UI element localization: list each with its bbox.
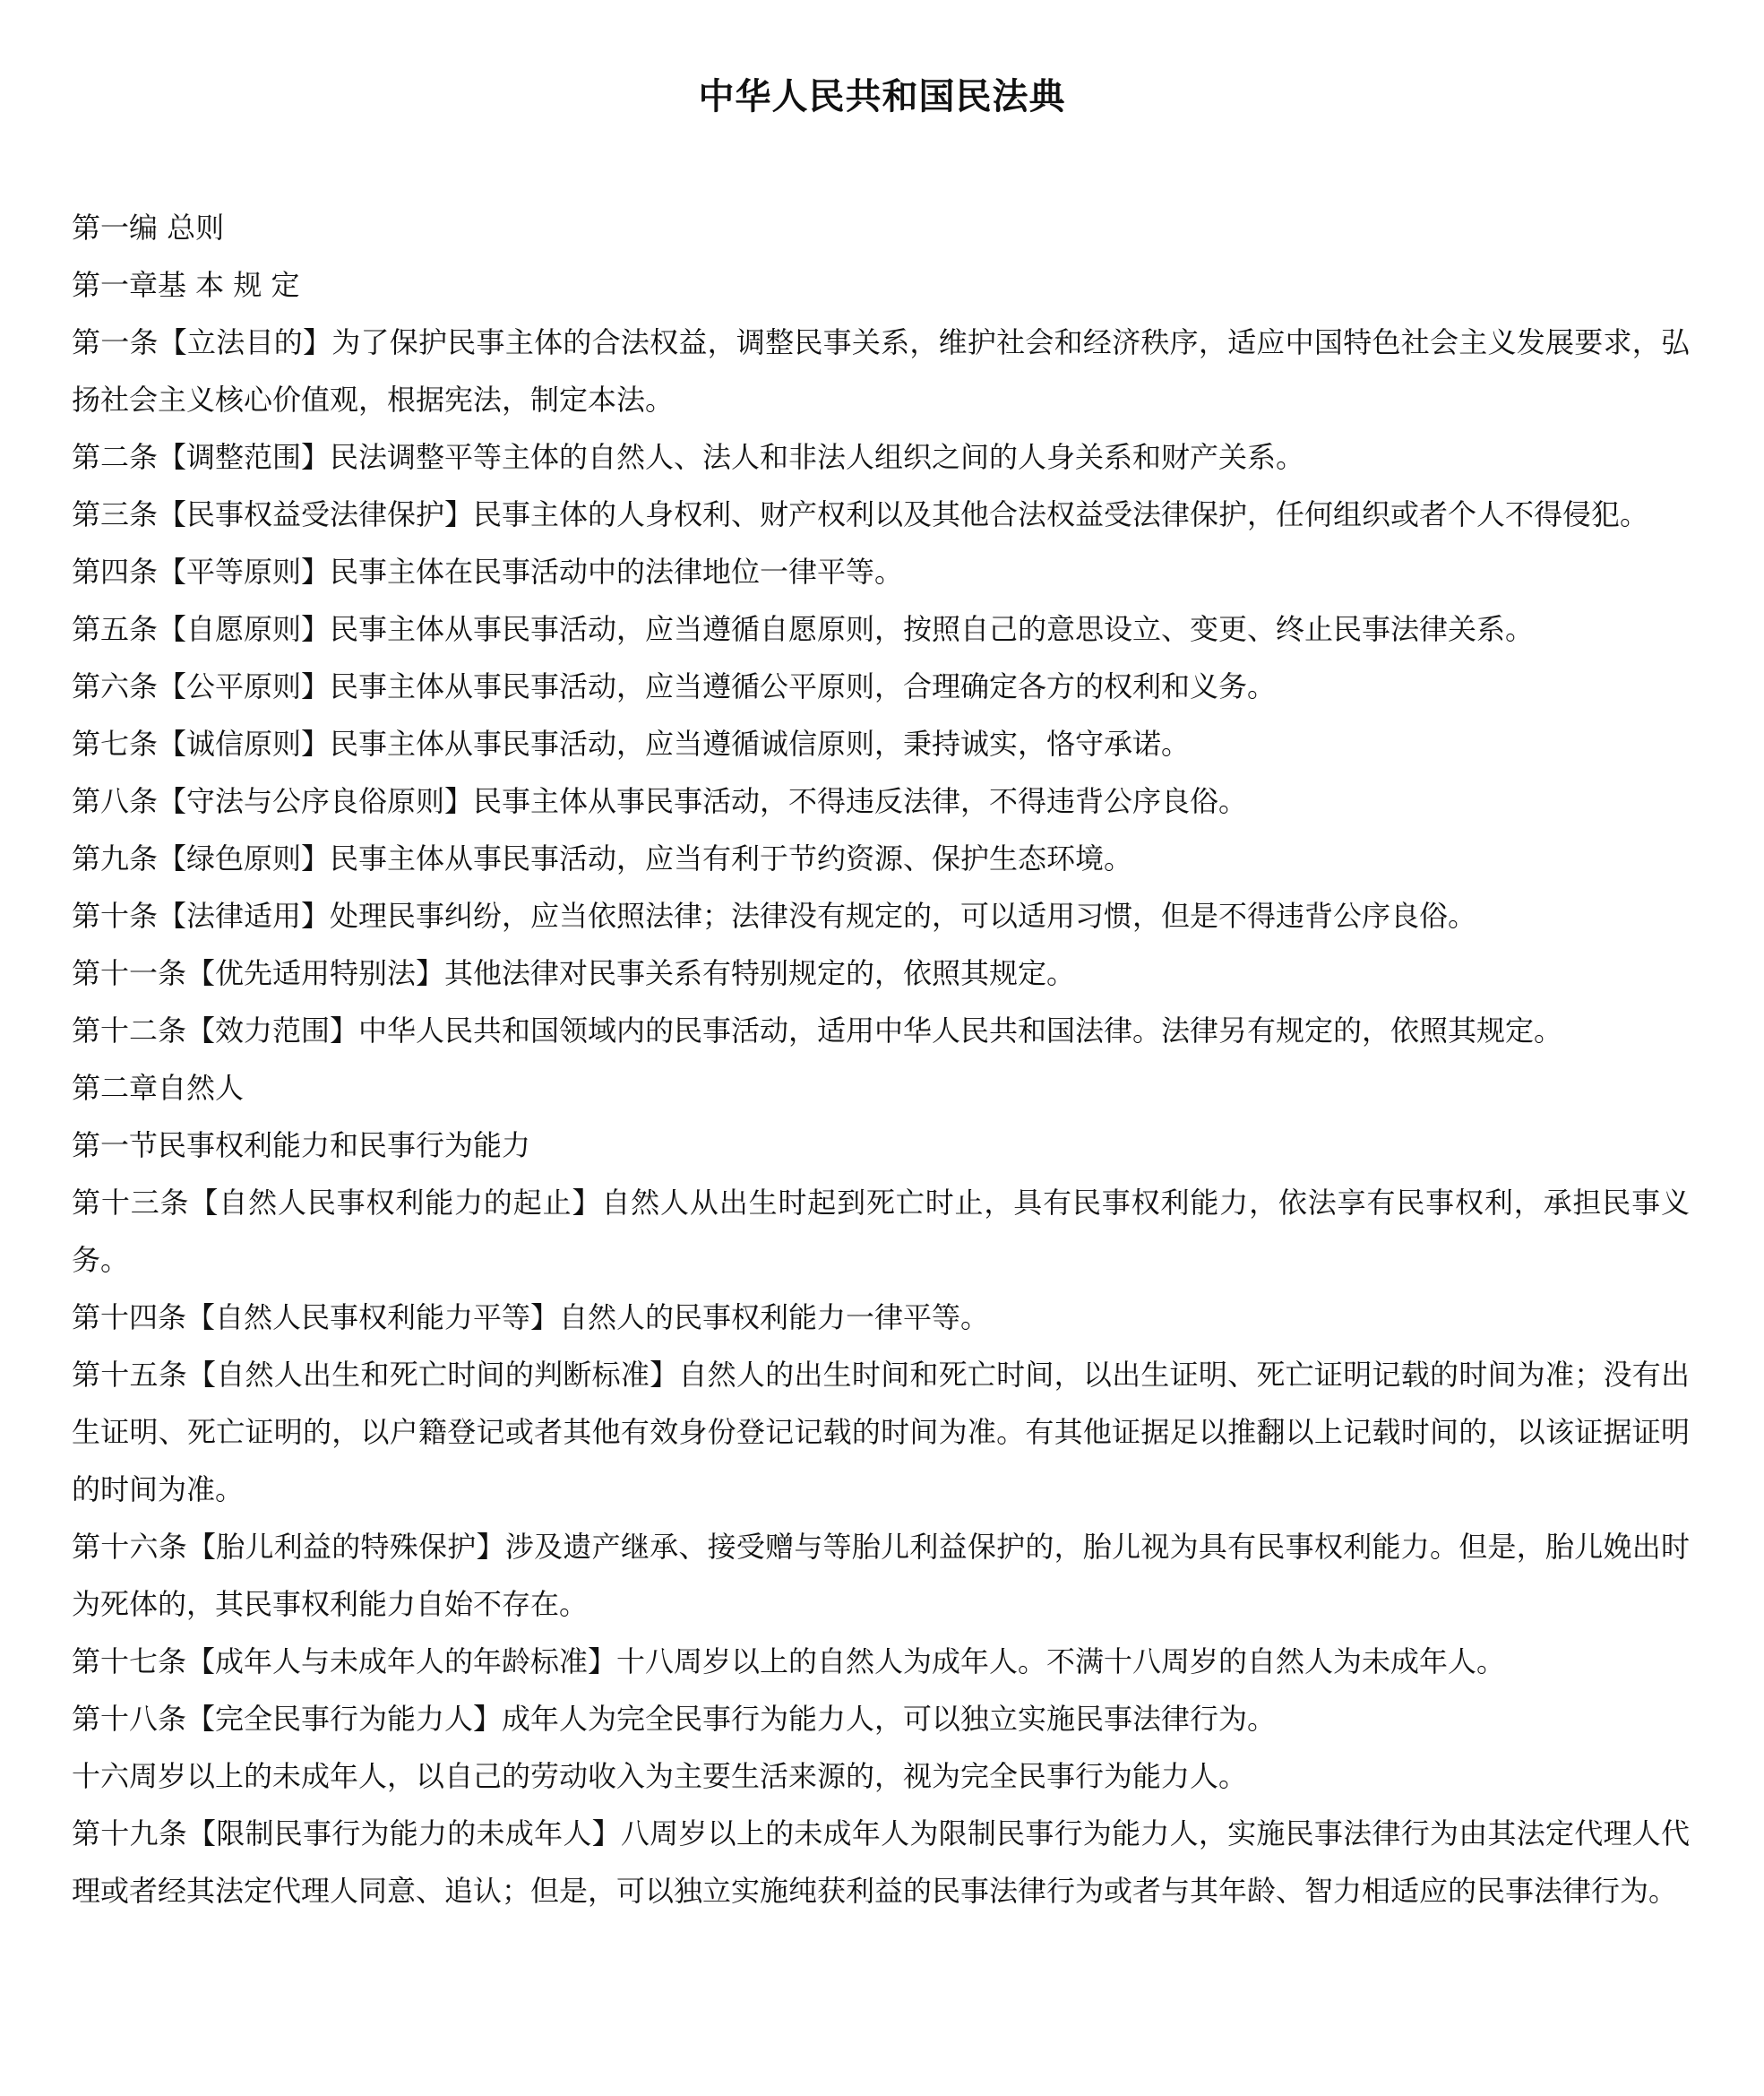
document-body xyxy=(72,199,1690,1919)
article-17: 第十七条【成年人与未成年人的年龄标准】十八周岁以上的自然人为成年人。不满十八周岁的自然人为未成年人。 xyxy=(72,1644,1506,1678)
article-2: 第二条【调整范围】民法调整平等主体的自然人、法人和非法人组织之间的人身关系和财产关系。 xyxy=(72,440,1305,474)
article-8: 第八条【守法与公序良俗原则】民事主体从事民事活动，不得违反法律，不得违背公序良俗。 xyxy=(72,784,1248,818)
chapter-heading: 第二章自然人 xyxy=(72,1071,245,1105)
article-14: 第十四条【自然人民事权利能力平等】自然人的民事权利能力一律平等。 xyxy=(72,1300,990,1334)
article-19: 第十九条【限制民事行为能力的未成年人】八周岁以上的未成年人为限制民事行为能力人，实施民事法律行为由其法定代理人代理或者经其法定代理人同意、追认；但是，可以独立实施纯获利益的民事法律行为或者与其年龄、智力相适应的民事法律行为。 xyxy=(72,1816,1690,1908)
article-11: 第十一条【优先适用特别法】其他法律对民事关系有特别规定的，依照其规定。 xyxy=(72,956,1076,990)
document-title: 中华人民共和国民法典 xyxy=(698,75,1066,117)
article-12: 第十二条【效力范围】中华人民共和国领域内的民事活动，适用中华人民共和国法律。法律另有规定的，依照其规定。 xyxy=(72,1013,1563,1048)
article-4: 第四条【平等原则】民事主体在民事活动中的法律地位一律平等。 xyxy=(72,555,904,589)
article-1: 第一条【立法目的】为了保护民事主体的合法权益，调整民事关系，维护社会和经济秩序，适应中国特色社会主义发展要求，弘扬社会主义核心价值观，根据宪法，制定本法。 xyxy=(72,325,1690,417)
article-18: 第十八条【完全民事行为能力人】成年人为完全民事行为能力人，可以独立实施民事法律行为。 xyxy=(72,1702,1277,1736)
article-5: 第五条【自愿原则】民事主体从事民事活动，应当遵循自愿原则，按照自己的意思设立、变更、终止民事法律关系。 xyxy=(72,612,1535,646)
article-6: 第六条【公平原则】民事主体从事民事活动，应当遵循公平原则，合理确定各方的权利和义务。 xyxy=(72,669,1277,703)
section-heading: 第一节民事权利能力和民事行为能力 xyxy=(72,1128,531,1162)
article-13: 第十三条【自然人民事权利能力的起止】自然人从出生时起到死亡时止，具有民事权利能力，依法享有民事权利，承担民事义务。 xyxy=(72,1186,1690,1277)
article-9: 第九条【绿色原则】民事主体从事民事活动，应当有利于节约资源、保护生态环境。 xyxy=(72,841,1133,875)
article-7: 第七条【诚信原则】民事主体从事民事活动，应当遵循诚信原则，秉持诚实，恪守承诺。 xyxy=(72,727,1191,761)
article-3: 第三条【民事权益受法律保护】民事主体的人身权利、财产权利以及其他合法权益受法律保护，任何组织或者个人不得侵犯。 xyxy=(72,497,1649,531)
article-10: 第十条【法律适用】处理民事纠纷，应当依照法律；法律没有规定的，可以适用习惯，但是不得违背公序良俗。 xyxy=(72,899,1477,933)
chapter-heading: 第一章基 本 规 定 xyxy=(72,268,300,302)
article-18-paragraph-2: 十六周岁以上的未成年人，以自己的劳动收入为主要生活来源的，视为完全民事行为能力人。 xyxy=(72,1759,1248,1793)
part-heading: 第一编 总则 xyxy=(72,211,225,245)
article-15: 第十五条【自然人出生和死亡时间的判断标准】自然人的出生时间和死亡时间，以出生证明、死亡证明记载的时间为准；没有出生证明、死亡证明的，以户籍登记或者其他有效身份登记记载的时间为准。有其他证据足以推翻以上记载时间的，以该证据证明的时间为准。 xyxy=(72,1358,1690,1506)
article-16: 第十六条【胎儿利益的特殊保护】涉及遗产继承、接受赠与等胎儿利益保护的，胎儿视为具有民事权利能力。但是，胎儿娩出时为死体的，其民事权利能力自始不存在。 xyxy=(72,1530,1690,1621)
